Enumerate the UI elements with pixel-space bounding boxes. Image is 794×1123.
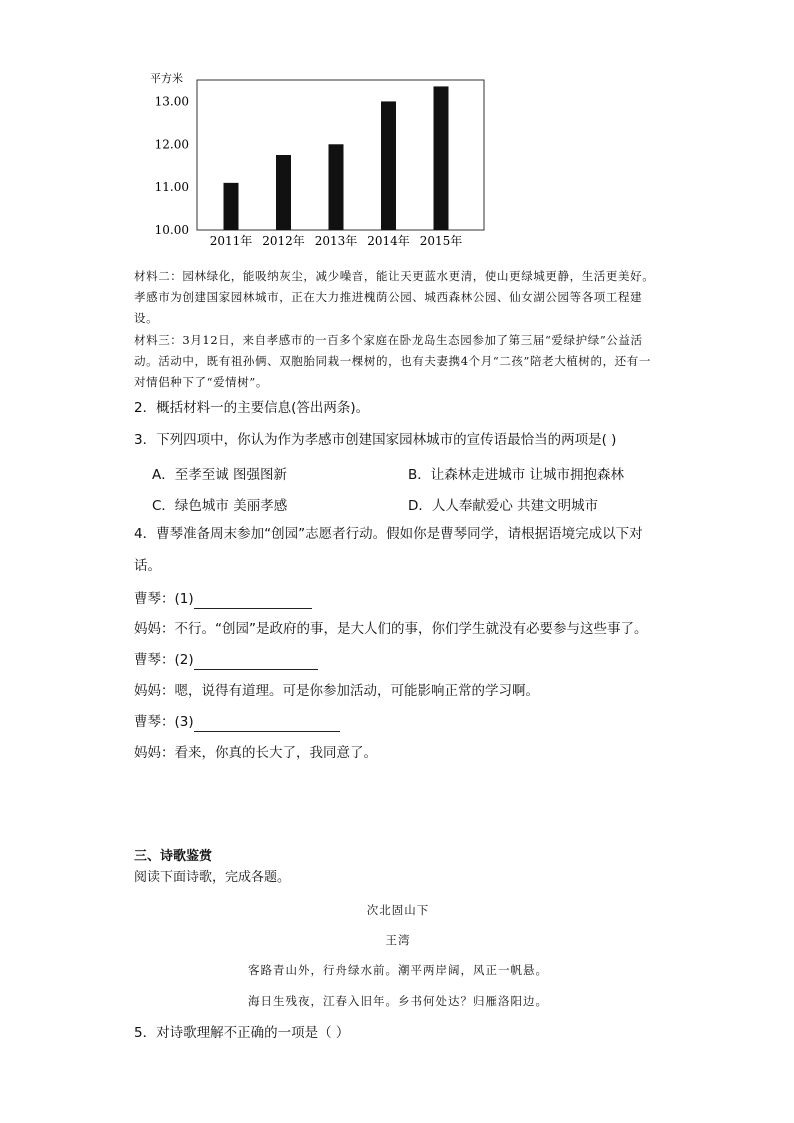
x-tick-label: 2013年 <box>314 234 358 248</box>
option-d[interactable]: D．人人奉献爱心 共建文明城市 <box>408 498 599 514</box>
question-4-line1: 4．曹琴准备周末参加“创园”志愿者行动。假如你是曹琴同学，请根据语境完成以下对 <box>134 526 643 542</box>
poem-author: 王湾 <box>385 933 411 947</box>
x-tick-label: 2014年 <box>367 234 410 248</box>
option-c[interactable]: C．绿色城市 美丽孝感 <box>152 498 288 514</box>
dialog-caoqin-1 <box>134 589 312 609</box>
answer-blank-2[interactable] <box>194 655 318 670</box>
section-3-title: 三、诗歌鉴赏 <box>134 849 213 864</box>
bar <box>434 86 449 230</box>
poem-line-2: 海日生残夜，江春入旧年。乡书何处达？归雁洛阳边。 <box>248 994 548 1008</box>
y-tick-label: 13.00 <box>154 94 189 109</box>
material-3: 材料三：3月12日，来自孝感市的一百多个家庭在卧龙岛生态园参加了第三届“爱绿护绿”公益活动。活动中，既有祖孙俩、双胞胎同栽一棵树的，也有夫妻携4个月“二孩”陪老大植树的，还有一对情侣种下了“爱情树”。 <box>134 333 651 389</box>
x-tick-label: 2011年 <box>209 234 253 248</box>
section-3-instruction: 阅读下面诗歌，完成各题。 <box>134 870 291 885</box>
question-5: 5．对诗歌理解不正确的一项是（ ） <box>134 1025 350 1041</box>
dialog-speaker-3: 曹琴：(3) <box>134 714 194 730</box>
dialog-caoqin-2 <box>134 650 318 670</box>
question-4-line2: 话。 <box>134 558 161 574</box>
y-axis-label: 平方米 <box>150 72 183 85</box>
material-2: 材料二：园林绿化，能吸纳灰尘，减少噪音，能让天更蓝水更清，使山更绿城更静，生活更美好。孝感市为创建国家园林城市，正在大力推进槐荫公园、城西森林公园、仙女湖公园等各项工程建设。 <box>134 269 655 325</box>
answer-blank-3[interactable] <box>194 717 340 732</box>
dialog-mom-1: 妈妈：不行。“创园”是政府的事，是大人们的事，你们学生就没有必要参与这些事了。 <box>134 621 648 637</box>
y-tick-label: 12.00 <box>154 137 189 152</box>
bar-chart <box>140 62 500 257</box>
option-b[interactable]: B．让森林走进城市 让城市拥抱森林 <box>408 467 625 483</box>
dialog-speaker-1: 曹琴：(1) <box>134 591 194 607</box>
y-tick-label: 11.00 <box>154 180 189 195</box>
x-tick-label: 2012年 <box>262 234 305 248</box>
poem-title: 次北固山下 <box>366 903 430 917</box>
x-tick-label: 2015年 <box>419 234 463 248</box>
dialog-caoqin-3 <box>134 712 340 732</box>
dialog-mom-3: 妈妈：看来，你真的长大了，我同意了。 <box>134 745 377 761</box>
bar <box>276 155 291 230</box>
bar <box>329 144 344 230</box>
bar <box>381 101 396 230</box>
question-3: 3．下列四项中，你认为作为孝感市创建国家园林城市的宣传语最恰当的两项是( ) <box>134 432 617 448</box>
answer-blank-1[interactable] <box>194 594 312 609</box>
question-2: 2．概括材料一的主要信息(答出两条)。 <box>134 400 370 416</box>
poem-line-1: 客路青山外，行舟绿水前。潮平两岸阔，风正一帆悬。 <box>248 963 548 977</box>
bar <box>224 183 239 230</box>
dialog-speaker-2: 曹琴：(2) <box>134 652 194 668</box>
option-a[interactable]: A．至孝至诚 图强图新 <box>152 467 288 483</box>
y-tick-label: 10.00 <box>154 223 189 237</box>
dialog-mom-2: 妈妈：嗯，说得有道理。可是你参加活动，可能影响正常的学习啊。 <box>134 683 539 699</box>
